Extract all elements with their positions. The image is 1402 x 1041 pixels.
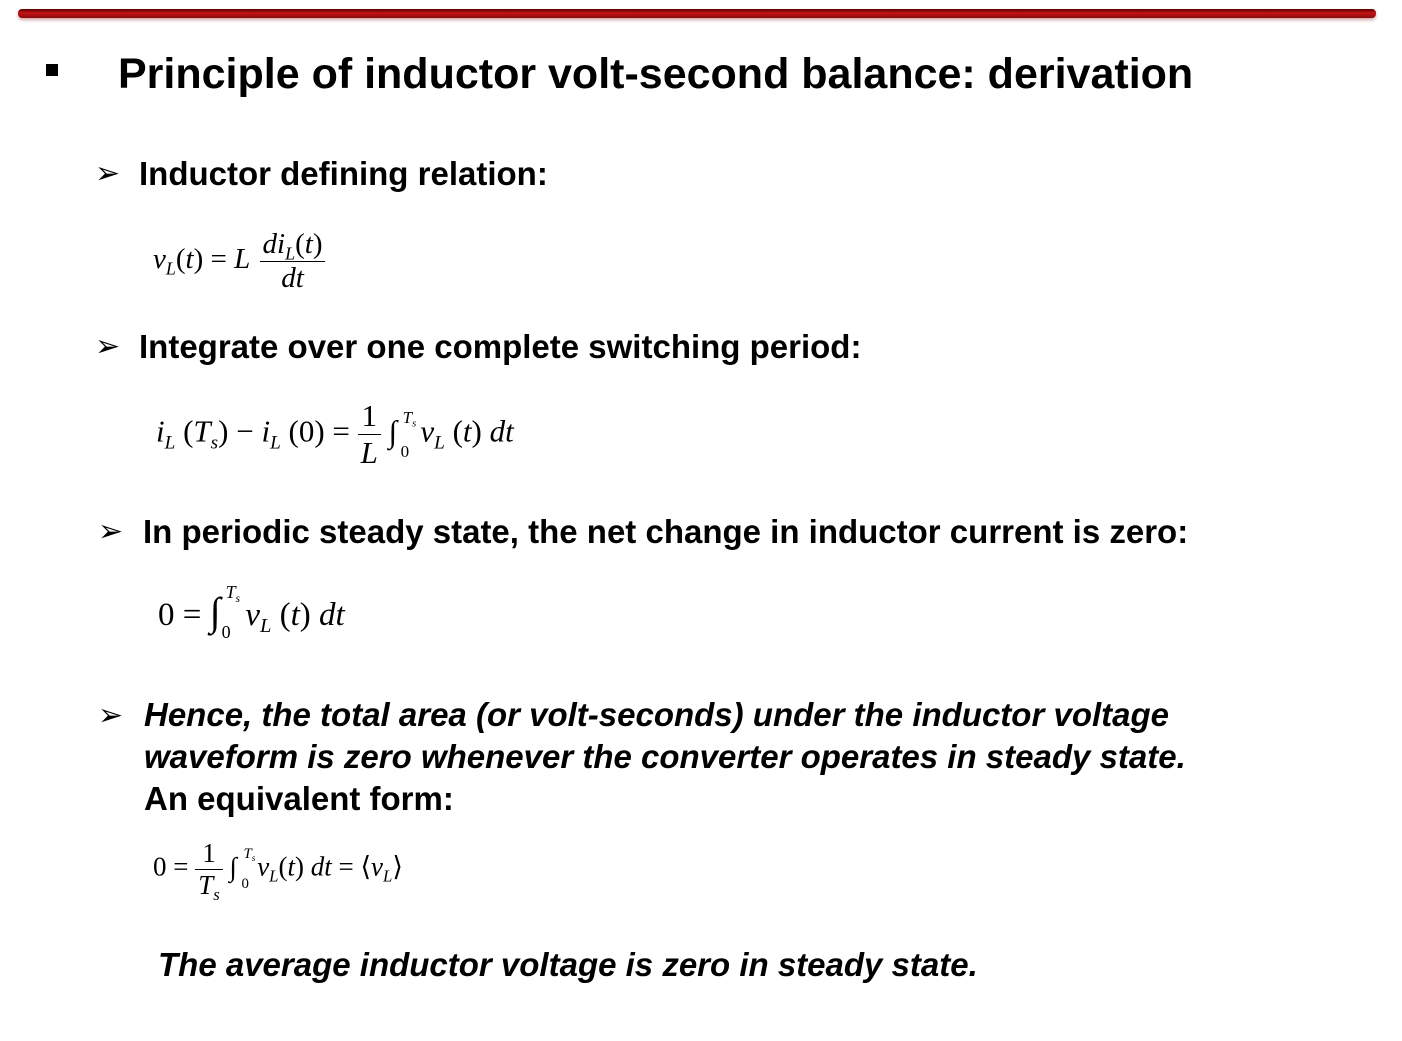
equation-average-voltage: 0 = $\frac{1}{T_s}$ ∫ $T_s$ 0 $v_L(t)$ dt = $⟨v_L⟩$ xyxy=(153,838,403,904)
equation-zero-integral: 0 = ∫ $T_s$ 0 $v_L$ (t) dt xyxy=(158,582,345,642)
point-2-text: Integrate over one complete switching period: xyxy=(139,328,862,365)
arrow-bullet-icon: ➢ xyxy=(95,156,121,191)
equation-integrate-period: $i_L$ $(T_s) - i_L$ (0) = $\frac{1}{L}$ ∫ $T_s$ 0 $v_L$ (t) dt xyxy=(156,398,514,470)
arrow-bullet-icon: ➢ xyxy=(98,698,124,733)
point-4-line-2: waveform is zero whenever the converter operates in steady state. xyxy=(144,738,1186,775)
slide-title: Principle of inductor volt-second balance: derivation xyxy=(118,50,1194,98)
point-3-text: In periodic steady state, the net change in inductor current is zero: xyxy=(143,513,1189,550)
conclusion-text: The average inductor voltage is zero in steady state. xyxy=(158,946,978,983)
point-4-text xyxy=(144,694,1186,820)
title-accent-bar xyxy=(18,9,1376,18)
point-4-line-3: An equivalent form: xyxy=(144,780,454,817)
point-4-line-1: Hence, the total area (or volt-seconds) under the inductor voltage xyxy=(144,696,1169,733)
point-1-text: Inductor defining relation: xyxy=(139,155,548,192)
arrow-bullet-icon: ➢ xyxy=(98,514,124,549)
equation-inductor-relation: $v_L(t) = L$ $\frac{di_L(t)}{dt}$ xyxy=(153,228,325,295)
title-bullet-icon xyxy=(46,64,58,76)
arrow-bullet-icon: ➢ xyxy=(95,329,121,364)
